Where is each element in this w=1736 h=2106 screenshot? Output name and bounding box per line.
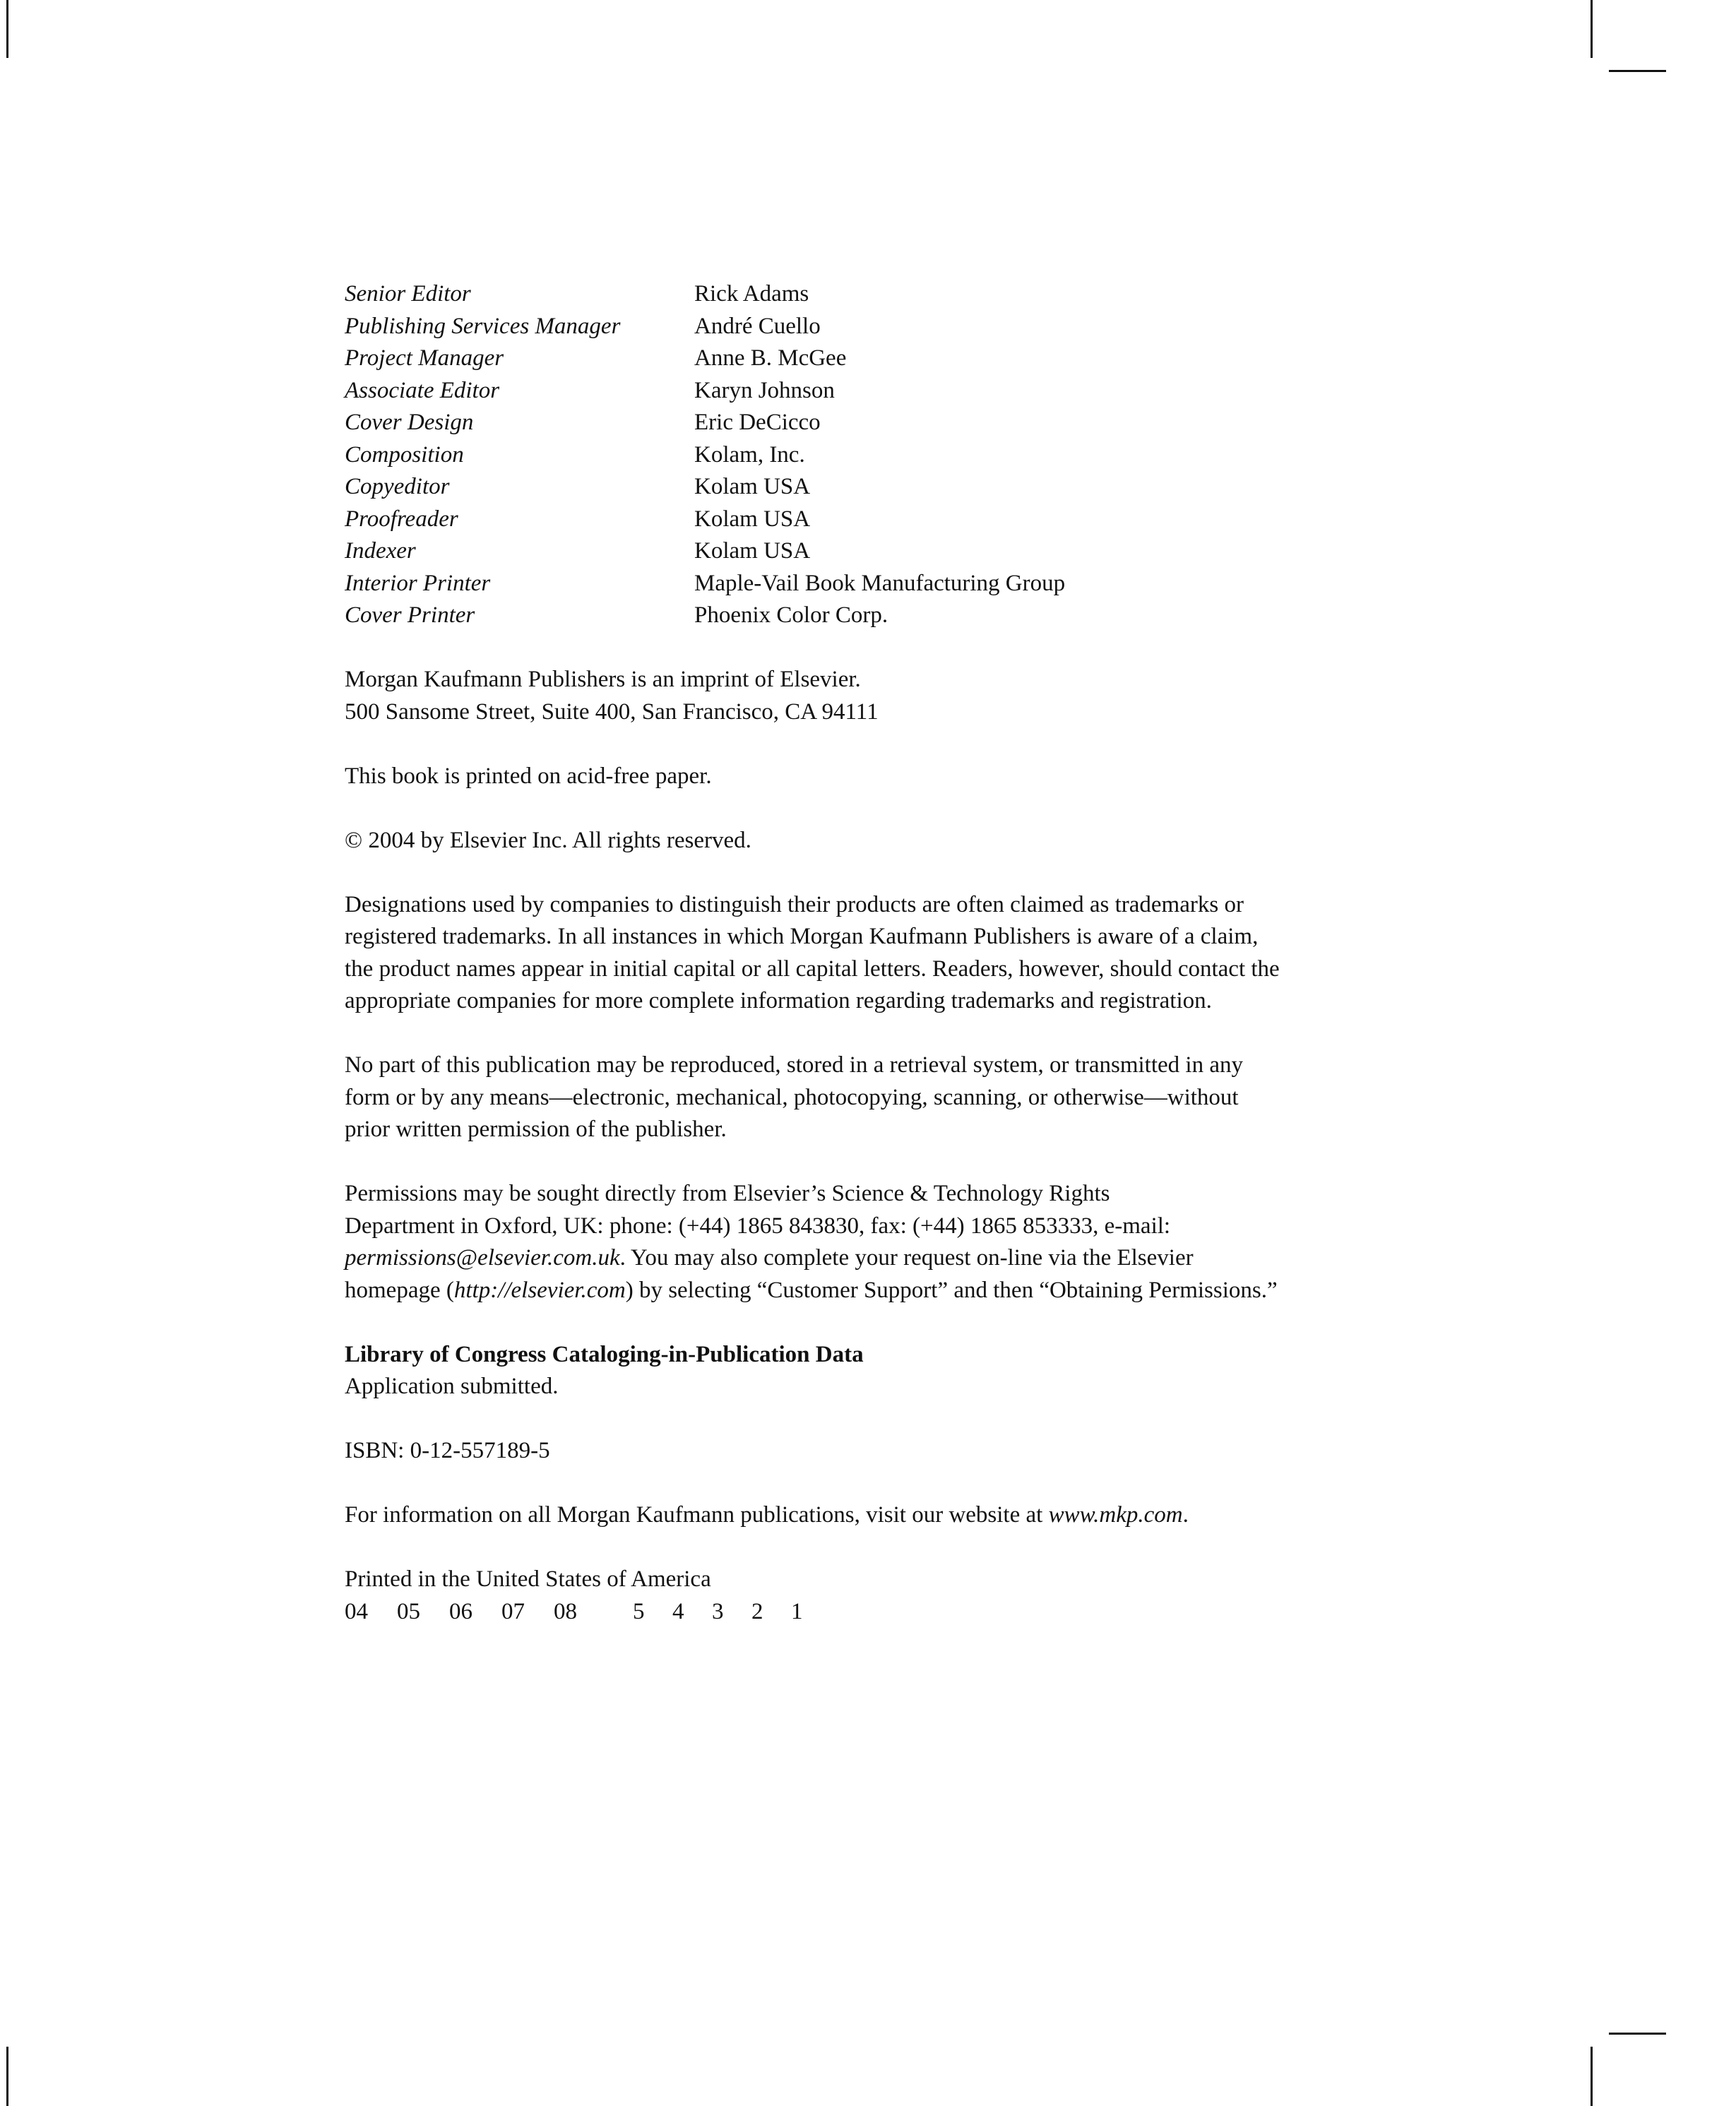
paper-note: This book is printed on acid-free paper.: [345, 763, 712, 789]
print-run-number: 1: [791, 1598, 803, 1624]
crop-mark-top-right-h: [1609, 70, 1666, 72]
paragraph-line: form or by any means—electronic, mechanical, photocopying, scanning, or otherwise—without: [345, 1084, 1239, 1110]
credit-role: Senior Editor: [345, 281, 471, 307]
print-year: 05: [397, 1598, 420, 1624]
credit-role: Project Manager: [345, 345, 504, 371]
print-run-number: 3: [712, 1598, 724, 1624]
credit-name: Kolam USA: [694, 474, 811, 499]
paragraph-line: the product names appear in initial capital or all capital letters. Readers, however, should contact the: [345, 956, 1280, 982]
print-year: 08: [554, 1598, 577, 1624]
paragraph-line: prior written permission of the publisher.: [345, 1117, 727, 1142]
website-period: .: [1182, 1502, 1189, 1528]
isbn: ISBN: 0-12-557189-5: [345, 1438, 550, 1463]
print-year: 06: [449, 1598, 472, 1624]
paragraph-line: No part of this publication may be reproduced, stored in a retrieval system, or transmitted in any: [345, 1052, 1243, 1078]
website-link: www.mkp.com: [1048, 1502, 1183, 1528]
crop-mark-bottom-right: [1591, 2047, 1593, 2106]
crop-mark-top-right: [1591, 0, 1593, 58]
paragraph-text: . You may also complete your request on-line via the Elsevier: [619, 1245, 1194, 1271]
credit-role: Interior Printer: [345, 570, 491, 596]
copyright-page: [345, 278, 1446, 1628]
publisher-info: [345, 664, 1446, 728]
cip-block: [345, 1339, 1446, 1403]
credit-name: Eric DeCicco: [694, 410, 821, 435]
credit-role: Copyeditor: [345, 474, 450, 499]
paragraph-line: Designations used by companies to distinguish their products are often claimed as trademarks or: [345, 891, 1244, 917]
trademarks-paragraph: [345, 889, 1446, 1018]
paragraph-text: ) by selecting “Customer Support” and then “Obtaining Permissions.”: [625, 1277, 1278, 1303]
credit-role: Composition: [345, 441, 464, 468]
credit-name: André Cuello: [694, 313, 821, 339]
credits-table: [345, 278, 1446, 632]
credit-role: Indexer: [345, 538, 416, 564]
credit-name: Rick Adams: [694, 281, 809, 307]
crop-mark-bottom-left: [6, 2047, 8, 2106]
copyright-notice: © 2004 by Elsevier Inc. All rights reserved.: [345, 827, 751, 853]
paragraph-line: appropriate companies for more complete information regarding trademarks and registration.: [345, 988, 1212, 1013]
print-run-number: 4: [672, 1598, 684, 1624]
paragraph-line: Department in Oxford, UK: phone: (+44) 1865 843830, fax: (+44) 1865 853333, e-mail:: [345, 1213, 1171, 1239]
cip-heading: Library of Congress Cataloging-in-Publication Data: [345, 1341, 864, 1367]
crop-mark-top-left: [6, 0, 8, 58]
print-year: 04: [345, 1598, 368, 1624]
permissions-email: permissions@elsevier.com.uk: [345, 1245, 620, 1271]
permissions-paragraph: [345, 1178, 1446, 1307]
paragraph-line: [345, 1275, 1446, 1307]
credit-name: Kolam USA: [694, 506, 811, 532]
publisher-address: 500 Sansome Street, Suite 400, San Francisco, CA 94111: [345, 698, 879, 725]
reproduction-paragraph: [345, 1049, 1446, 1146]
paragraph-line: [345, 1242, 1446, 1275]
credit-name: Phoenix Color Corp.: [694, 602, 888, 628]
website-text: For information on all Morgan Kaufmann publications, visit our website at: [345, 1502, 1049, 1528]
credit-name: Kolam USA: [694, 538, 811, 564]
paragraph-text: homepage (: [345, 1277, 454, 1303]
elsevier-url: http://elsevier.com: [453, 1277, 626, 1303]
website-info: [345, 1499, 1446, 1532]
credit-role: Associate Editor: [345, 377, 500, 403]
cip-text: Application submitted.: [345, 1374, 559, 1399]
credit-name: Maple-Vail Book Manufacturing Group: [694, 570, 1066, 596]
credit-role: Proofreader: [345, 506, 458, 532]
paragraph-line: registered trademarks. In all instances in which Morgan Kaufmann Publishers is aware of a claim,: [345, 924, 1259, 949]
credit-role: Cover Design: [345, 410, 474, 435]
credit-role: Cover Printer: [345, 602, 475, 628]
print-run-number: 2: [751, 1598, 763, 1624]
crop-mark-bottom-right-h: [1609, 2033, 1666, 2035]
printing-line: [345, 1596, 1446, 1629]
credit-name: Kolam, Inc.: [694, 441, 805, 468]
publisher-line: Morgan Kaufmann Publishers is an imprint of Elsevier.: [345, 667, 861, 692]
printed-in: Printed in the United States of America: [345, 1566, 711, 1592]
credit-name: Karyn Johnson: [694, 377, 835, 403]
credit-role: Publishing Services Manager: [345, 313, 621, 339]
print-run-number: 5: [633, 1598, 645, 1624]
credit-name: Anne B. McGee: [694, 345, 847, 371]
paragraph-line: Permissions may be sought directly from Elsevier’s Science & Technology Rights: [345, 1181, 1110, 1206]
print-year: 07: [501, 1598, 525, 1624]
